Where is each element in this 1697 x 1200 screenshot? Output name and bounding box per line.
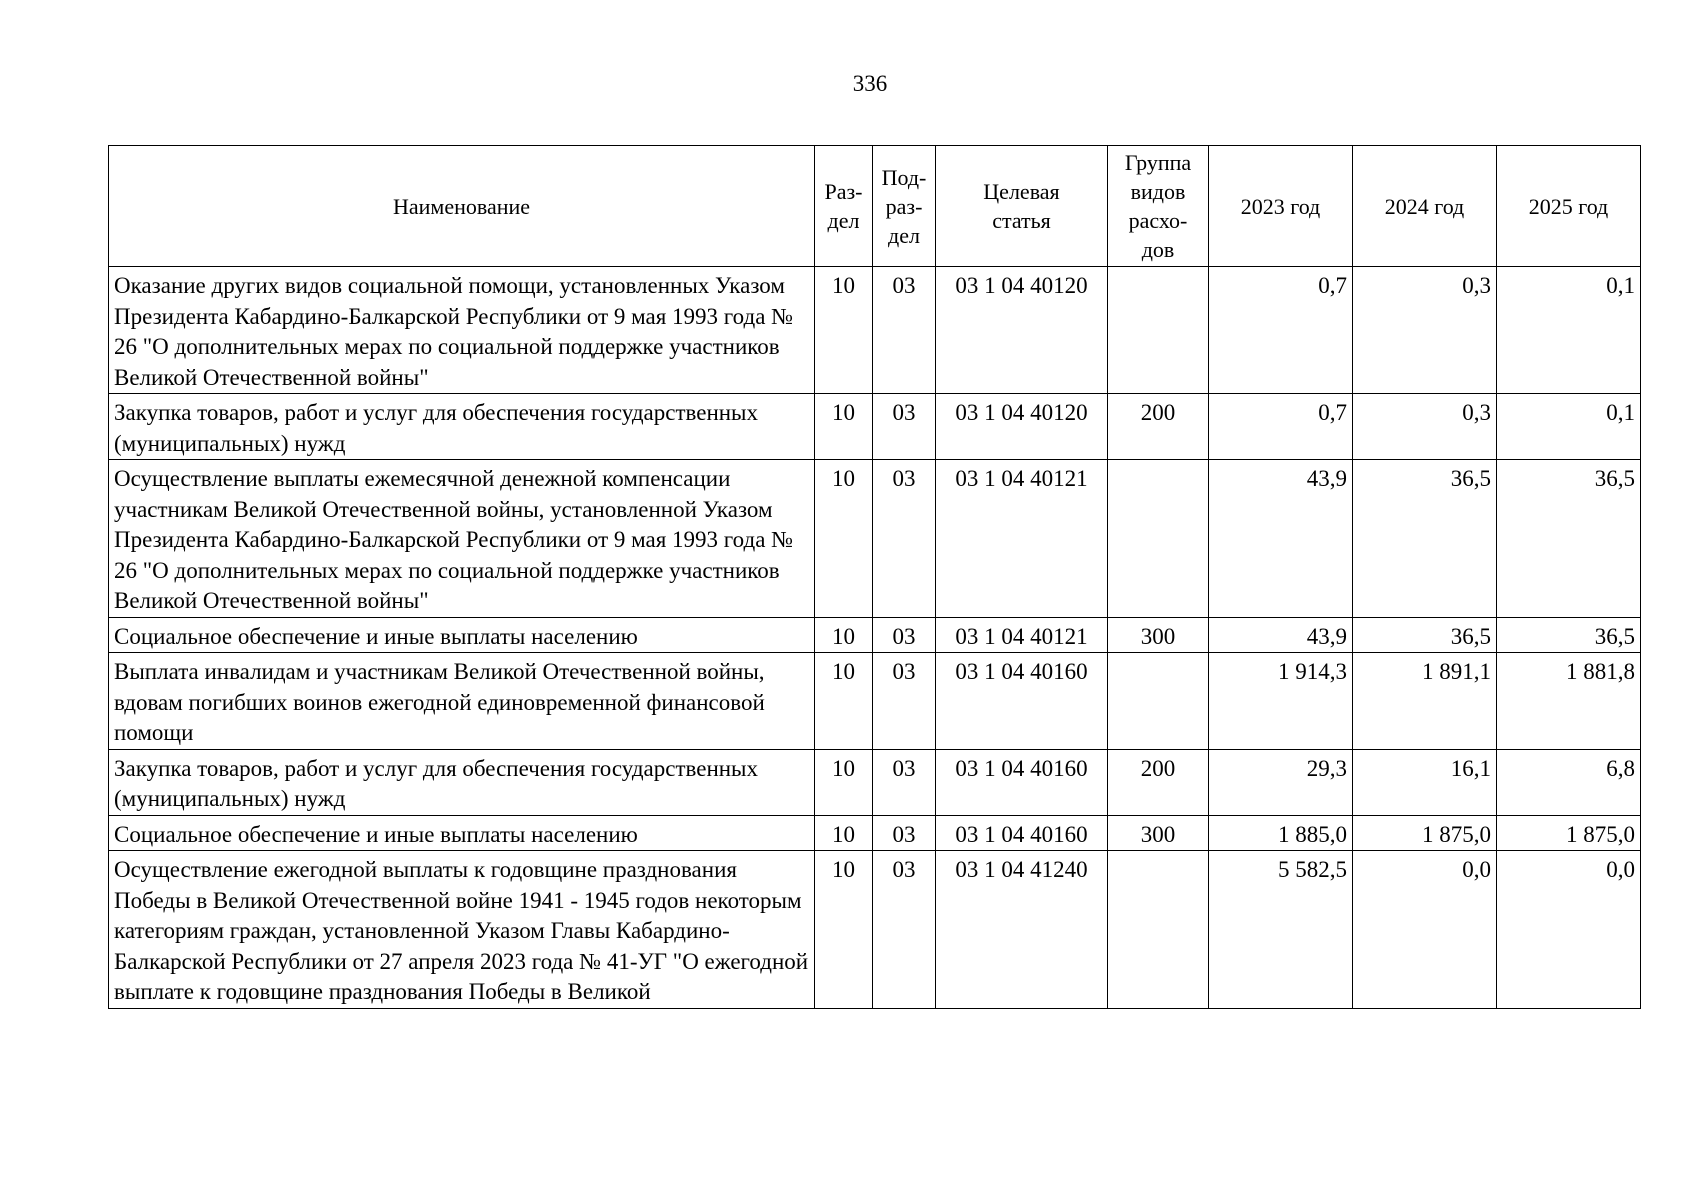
cell-name: Оказание других видов социальной помощи, установленных Указом Президента Кабардино-Балкарской Республики от 9 мая 1993 года № 26 "О дополнительных мерах по социальной поддержке участников Великой Отечественной войны" xyxy=(109,267,815,394)
cell-podrazdel: 03 xyxy=(873,851,936,1009)
cell-razdel: 10 xyxy=(815,749,873,815)
cell-year-2023: 0,7 xyxy=(1209,394,1353,460)
cell-year-2024: 1 891,1 xyxy=(1353,653,1497,750)
cell-year-2023: 1 885,0 xyxy=(1209,815,1353,851)
cell-year-2024: 36,5 xyxy=(1353,617,1497,653)
cell-name: Выплата инвалидам и участникам Великой Отечественной войны, вдовам погибших воинов ежегодной единовременной финансовой помощи xyxy=(109,653,815,750)
cell-podrazdel: 03 xyxy=(873,617,936,653)
cell-expense-group xyxy=(1108,851,1209,1009)
cell-expense-group xyxy=(1108,267,1209,394)
cell-expense-group: 200 xyxy=(1108,749,1209,815)
cell-target-article: 03 1 04 40121 xyxy=(936,460,1108,618)
page-number: 336 xyxy=(852,71,888,96)
cell-name: Осуществление выплаты ежемесячной денежной компенсации участникам Великой Отечественной войны, установленной Указом Президента Кабардино-Балкарской Республики от 9 мая 1993 года № 26 "О дополнительных мерах по социальной поддержке участников Великой Отечественной войны" xyxy=(109,460,815,618)
cell-razdel: 10 xyxy=(815,617,873,653)
header-year-2025: 2025 год xyxy=(1497,146,1641,267)
cell-year-2023: 1 914,3 xyxy=(1209,653,1353,750)
cell-year-2023: 29,3 xyxy=(1209,749,1353,815)
cell-year-2023: 43,9 xyxy=(1209,460,1353,618)
cell-expense-group: 200 xyxy=(1108,394,1209,460)
cell-year-2025: 36,5 xyxy=(1497,617,1641,653)
table-row xyxy=(109,460,1641,618)
cell-razdel: 10 xyxy=(815,653,873,750)
table-row xyxy=(109,394,1641,460)
cell-year-2025: 1 881,8 xyxy=(1497,653,1641,750)
header-year-2024: 2024 год xyxy=(1353,146,1497,267)
cell-year-2023: 43,9 xyxy=(1209,617,1353,653)
table-row xyxy=(109,749,1641,815)
cell-target-article: 03 1 04 40160 xyxy=(936,815,1108,851)
header-razdel: Раз- дел xyxy=(815,146,873,267)
cell-year-2024: 0,3 xyxy=(1353,394,1497,460)
cell-podrazdel: 03 xyxy=(873,815,936,851)
cell-target-article: 03 1 04 40120 xyxy=(936,394,1108,460)
cell-year-2025: 0,1 xyxy=(1497,394,1641,460)
cell-target-article: 03 1 04 41240 xyxy=(936,851,1108,1009)
cell-name: Социальное обеспечение и иные выплаты населению xyxy=(109,617,815,653)
cell-year-2025: 6,8 xyxy=(1497,749,1641,815)
cell-year-2025: 0,0 xyxy=(1497,851,1641,1009)
cell-name: Осуществление ежегодной выплаты к годовщине празднования Победы в Великой Отечественной войне 1941 - 1945 годов некоторым категориям граждан, установленной Указом Главы Кабардино-Балкарской Республики от 27 апреля 2023 года № 41-УГ "О ежегодной выплате к годовщине празднования Победы в Великой xyxy=(109,851,815,1009)
table-row xyxy=(109,267,1641,394)
cell-target-article: 03 1 04 40121 xyxy=(936,617,1108,653)
cell-target-article: 03 1 04 40120 xyxy=(936,267,1108,394)
cell-year-2025: 1 875,0 xyxy=(1497,815,1641,851)
cell-target-article: 03 1 04 40160 xyxy=(936,749,1108,815)
cell-year-2024: 1 875,0 xyxy=(1353,815,1497,851)
cell-expense-group xyxy=(1108,653,1209,750)
header-podrazdel: Под- раз- дел xyxy=(873,146,936,267)
cell-year-2023: 5 582,5 xyxy=(1209,851,1353,1009)
cell-podrazdel: 03 xyxy=(873,394,936,460)
cell-expense-group: 300 xyxy=(1108,815,1209,851)
table-row xyxy=(109,617,1641,653)
cell-razdel: 10 xyxy=(815,394,873,460)
cell-podrazdel: 03 xyxy=(873,749,936,815)
cell-podrazdel: 03 xyxy=(873,653,936,750)
cell-name: Социальное обеспечение и иные выплаты населению xyxy=(109,815,815,851)
table-body xyxy=(109,267,1641,1009)
table-row xyxy=(109,815,1641,851)
cell-year-2025: 36,5 xyxy=(1497,460,1641,618)
cell-podrazdel: 03 xyxy=(873,460,936,618)
header-target-article: Целевая статья xyxy=(936,146,1108,267)
cell-target-article: 03 1 04 40160 xyxy=(936,653,1108,750)
cell-name: Закупка товаров, работ и услуг для обеспечения государственных (муниципальных) нужд xyxy=(109,394,815,460)
cell-year-2024: 36,5 xyxy=(1353,460,1497,618)
cell-razdel: 10 xyxy=(815,851,873,1009)
header-year-2023: 2023 год xyxy=(1209,146,1353,267)
header-name: Наименование xyxy=(109,146,815,267)
table-row xyxy=(109,851,1641,1009)
cell-podrazdel: 03 xyxy=(873,267,936,394)
cell-year-2024: 0,3 xyxy=(1353,267,1497,394)
cell-razdel: 10 xyxy=(815,267,873,394)
cell-expense-group: 300 xyxy=(1108,617,1209,653)
header-expense-group: Группа видов расхо- дов xyxy=(1108,146,1209,267)
cell-year-2023: 0,7 xyxy=(1209,267,1353,394)
table-row xyxy=(109,653,1641,750)
cell-year-2025: 0,1 xyxy=(1497,267,1641,394)
cell-razdel: 10 xyxy=(815,815,873,851)
cell-name: Закупка товаров, работ и услуг для обеспечения государственных (муниципальных) нужд xyxy=(109,749,815,815)
table-header-row xyxy=(109,146,1641,267)
budget-table xyxy=(108,145,1641,1009)
cell-expense-group xyxy=(1108,460,1209,618)
cell-razdel: 10 xyxy=(815,460,873,618)
cell-year-2024: 0,0 xyxy=(1353,851,1497,1009)
cell-year-2024: 16,1 xyxy=(1353,749,1497,815)
